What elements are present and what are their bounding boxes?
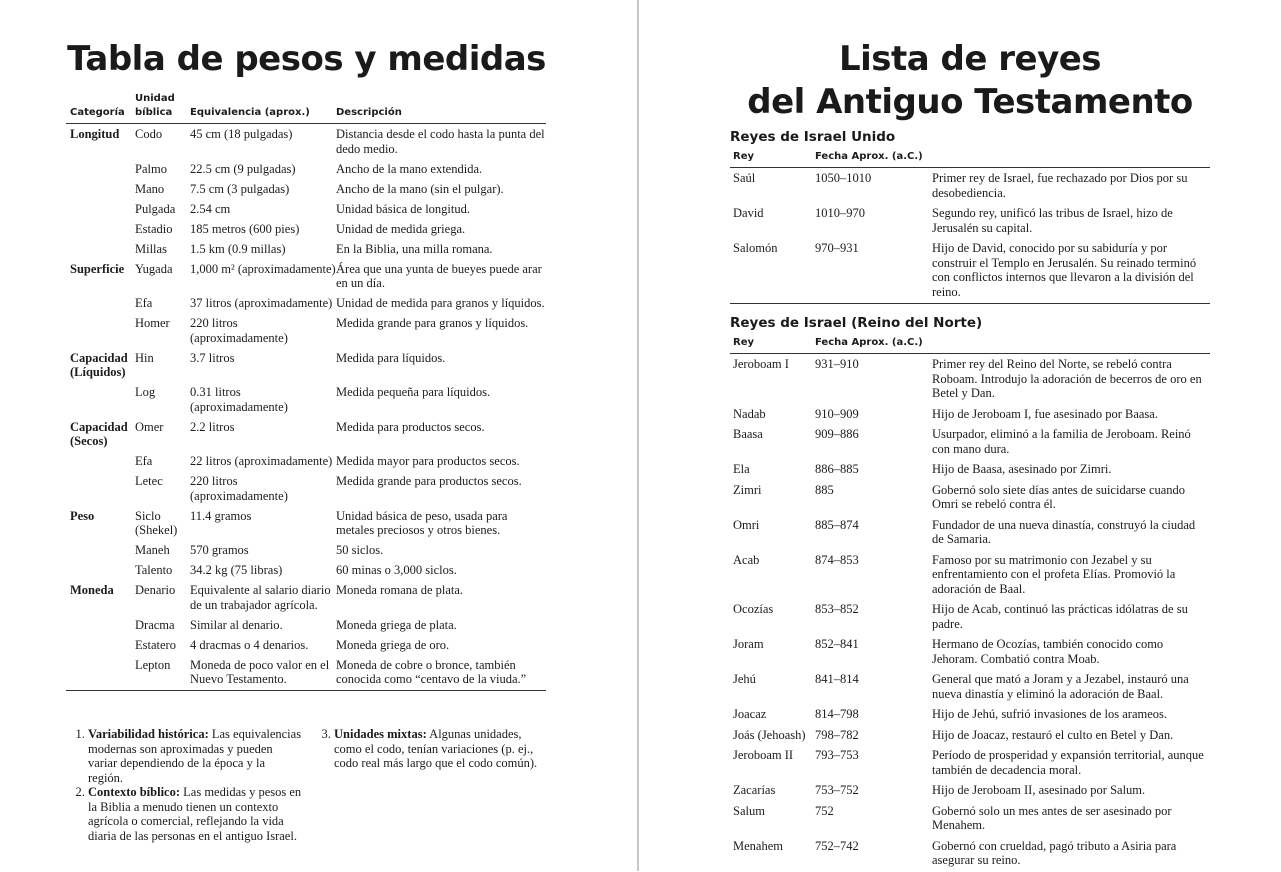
unit-cell: Hin [135,350,154,365]
table-row [66,561,546,581]
description-cell: Gobernó solo un mes antes de ser asesinado por Menahem. [932,803,1172,832]
date-cell: 909–886 [815,427,859,441]
table-row [730,635,1210,670]
unit-cell: Log [135,385,156,399]
description-cell: Medida para líquidos. [336,350,446,365]
unit-cell: Pulgada [135,201,176,216]
unit-cell: Dracma [135,617,175,632]
header-date: Fecha Aprox. (a.C.) [815,337,923,348]
description-cell: Hijo de Joacaz, restauró el culto en Betel y Dan. [932,727,1174,742]
king-cell: Saúl [733,171,756,185]
table-row [730,481,1210,516]
category-cell: Longitud [70,127,120,141]
table-row [730,600,1210,635]
date-cell: 752–742 [815,838,859,853]
north-kings-table [730,336,1210,872]
description-cell: Fundador de una nueva dinastía, construyó la ciudad de Samaria. [932,517,1196,546]
equivalence-cell: 185 metros (600 pies) [190,221,300,236]
table-row [66,200,546,220]
king-cell: Jeroboam II [733,748,794,762]
equivalence-cell: 220 litros (aproximadamente) [190,316,288,345]
equivalence-cell: 2.2 litros [190,419,235,434]
king-cell: David [733,206,764,220]
equivalence-cell: 22.5 cm (9 pulgadas) [190,161,296,176]
table-row [66,240,546,260]
table-row [66,636,546,656]
unit-cell: Estadio [135,221,173,236]
category-cell [66,452,135,472]
table-row [66,314,546,349]
category-cell [66,314,135,349]
king-cell: Joram [733,637,764,651]
category-cell [66,541,135,561]
king-cell: Baasa [733,427,763,441]
description-cell: Unidad de medida griega. [336,221,466,236]
category-cell [66,240,135,260]
equivalence-cell: 1.5 km (0.9 millas) [190,241,286,256]
date-cell: 853–852 [815,602,859,616]
date-cell: 752 [815,803,834,818]
equivalence-cell: Similar al denario. [190,617,283,632]
table-row [730,516,1210,551]
table-row [66,472,546,507]
table-row [730,425,1210,460]
description-cell: Unidad básica de peso, usada para metales preciosos y otros bienes. [336,508,508,537]
description-cell: Hermano de Ocozías, también conocido como Jehoram. Combatió contra Moab. [932,637,1164,666]
description-cell: 60 minas o 3,000 siclos. [336,563,457,577]
table-row [730,837,1210,872]
description-cell: Usurpador, eliminó a la familia de Jeroboam. Reinó con mano dura. [932,427,1191,456]
right-page [640,0,1281,871]
table-row [66,260,546,295]
table-row [730,460,1210,481]
description-cell: Hijo de Jeroboam II, asesinado por Salum. [932,783,1146,797]
unit-cell: Lepton [135,657,171,672]
description-cell: Primer rey de Israel, fue rechazado por Dios por su desobediencia. [932,171,1188,200]
page-title: Tabla de pesos y medidas [67,39,546,79]
unit-cell: Estatero [135,637,176,652]
king-cell: Omri [733,517,760,532]
date-cell: 874–853 [815,552,859,567]
king-cell: Salum [733,803,765,818]
unit-cell: Efa [135,296,153,310]
table-header-row [730,336,1210,354]
category-cell [66,220,135,240]
unit-cell: Codo [135,127,163,141]
king-cell: Zacarías [733,783,776,797]
page-title: Lista de reyes del Antiguo Testamento [747,39,1193,122]
description-cell: Hijo de Jeroboam I, fue asesinado por Baasa. [932,406,1158,421]
weights-measures-table [66,92,546,691]
description-cell: Gobernó con crueldad, pagó tributo a Asiria para asegurar su reino. [932,838,1177,867]
left-page [0,0,637,871]
table-row [66,180,546,200]
unit-cell: Talento [135,563,173,577]
description-cell: Unidad de medida para granos y líquidos. [336,296,545,310]
king-cell: Jeroboam I [733,357,789,371]
description-cell: Famoso por su matrimonio con Jezabel y su enfrentamiento con el profeta Elías. Promovió la adoración de Baal. [932,552,1176,596]
table-row [730,670,1210,705]
header-description: Descripción [336,107,402,118]
unit-cell: Efa [135,454,153,468]
note-item: 2. Contexto bíblico: Las medidas y pesos en la Biblia a menudo tienen un contexto agrícola o comercial, reflejando la vida diaria de las personas en el antiguo Israel. [88,785,303,843]
date-cell: 886–885 [815,462,859,476]
unit-cell: Maneh [135,543,170,557]
description-cell: Moneda romana de plata. [336,583,464,597]
equivalence-cell: 34.2 kg (75 libras) [190,563,283,577]
description-cell: Moneda de cobre o bronce, también conocida como “centavo de la viuda.” [336,657,527,686]
description-cell: Medida grande para productos secos. [336,474,522,488]
unit-cell: Omer [135,419,164,434]
king-cell: Ocozías [733,602,774,616]
table-row [66,616,546,636]
table-row [66,220,546,240]
equivalence-cell: 22 litros (aproximadamente) [190,454,333,468]
date-cell: 885–874 [815,517,859,532]
table-row [730,551,1210,601]
unit-cell: Yugada [135,261,173,276]
table-row [66,349,546,384]
header-date: Fecha Aprox. (a.C.) [815,151,923,162]
table-header-row [730,150,1210,168]
table-row [730,726,1210,747]
equivalence-cell: 220 litros (aproximadamente) [190,474,288,503]
unit-cell: Letec [135,474,163,488]
description-cell: General que mató a Joram y a Jezabel, instauró una nueva dinastía y eliminó la adoración de Baal. [932,672,1189,701]
united-kings-table [730,150,1210,304]
table-row [730,239,1210,304]
table-row [66,656,546,691]
table-row [66,581,546,616]
table-row [730,168,1210,205]
category-cell [66,561,135,581]
header-equivalence: Equivalencia (aprox.) [190,107,310,118]
equivalence-cell: 4 dracmas o 4 denarios. [190,637,309,652]
page-divider [637,0,639,871]
description-cell: Unidad básica de longitud. [336,201,470,216]
equivalence-cell: 570 gramos [190,543,249,557]
king-cell: Jehú [733,672,756,686]
date-cell: 798–782 [815,727,859,742]
equivalence-cell: 45 cm (18 pulgadas) [190,127,293,141]
notes-list-right [334,727,549,771]
category-cell: Capacidad (Líquidos) [70,350,128,379]
date-cell: 885 [815,482,834,497]
king-cell: Joacaz [733,707,767,721]
date-cell: 814–798 [815,707,859,721]
king-cell: Nadab [733,406,766,421]
unit-cell: Mano [135,181,165,196]
description-cell: Área que una yunta de bueyes puede arar en un día. [336,261,542,290]
equivalence-cell: 2.54 cm [190,201,231,216]
category-cell: Peso [70,508,95,523]
date-cell: 753–752 [815,783,859,797]
table-row [730,781,1210,802]
table-row [730,802,1210,837]
table-row [66,160,546,180]
table-header-row [66,92,546,124]
notes-list-left [88,727,303,843]
description-cell: Distancia desde el codo hasta la punta del dedo medio. [336,127,545,156]
date-cell: 852–841 [815,637,859,651]
category-cell [66,294,135,314]
equivalence-cell: 3.7 litros [190,350,235,365]
description-cell: Medida pequeña para líquidos. [336,385,491,399]
date-cell: 793–753 [815,748,859,762]
table-row [66,541,546,561]
unit-cell: Denario [135,583,176,597]
table-row [730,204,1210,239]
date-cell: 1010–970 [815,206,865,220]
king-cell: Menahem [733,838,783,853]
description-cell: En la Biblia, una milla romana. [336,241,493,256]
description-cell: Hijo de David, conocido por su sabiduría y por construir el Templo en Jerusalén. Su reinado terminó con conflictos internos que llevaron a la división del reino. [932,241,1197,299]
category-cell [66,656,135,691]
equivalence-cell: Equivalente al salario diario de un trabajador agrícola. [190,583,331,612]
category-cell [66,180,135,200]
table-row [66,294,546,314]
equivalence-cell: 0.31 litros (aproximadamente) [190,385,288,414]
table-row [730,354,1210,405]
description-cell: Ancho de la mano (sin el pulgar). [336,181,504,196]
description-cell: Hijo de Baasa, asesinado por Zimri. [932,462,1112,476]
date-cell: 910–909 [815,406,859,421]
description-cell: Moneda griega de oro. [336,637,450,652]
table-row [730,705,1210,726]
unit-cell: Siclo (Shekel) [135,508,178,537]
table-row [66,452,546,472]
table-row [66,124,546,160]
unit-cell: Palmo [135,161,167,176]
description-cell: Medida grande para granos y líquidos. [336,316,529,330]
note-item: 1. Variabilidad histórica: Las equivalencias modernas son aproximadas y pueden variar dependiendo de la época y la región. [88,727,303,785]
date-cell: 931–910 [815,357,859,371]
category-cell [66,160,135,180]
king-cell: Zimri [733,482,762,497]
header-unit: Unidad bíblica [135,93,175,118]
category-cell: Moneda [70,583,114,597]
category-cell [66,636,135,656]
date-cell: 841–814 [815,672,859,686]
king-cell: Salomón [733,241,778,255]
equivalence-cell: 1,000 m² (aproximadamente) [190,261,336,276]
table-row [730,746,1210,781]
category-cell [66,616,135,636]
king-cell: Joás (Jehoash) [733,727,806,742]
description-cell: Moneda griega de plata. [336,617,457,632]
category-cell [66,472,135,507]
section-title-united: Reyes de Israel Unido [730,129,896,145]
equivalence-cell: 37 litros (aproximadamente) [190,296,333,310]
king-cell: Ela [733,462,750,476]
equivalence-cell: 11.4 gramos [190,508,252,523]
section-title-north: Reyes de Israel (Reino del Norte) [730,315,983,331]
description-cell: Segundo rey, unificó las tribus de Israel, hizo de Jerusalén su capital. [932,206,1173,235]
note-item: 3. Unidades mixtas: Algunas unidades, como el codo, tenían variaciones (p. ej., codo real más largo que el codo común). [334,727,549,771]
description-cell: Medida para productos secos. [336,419,485,434]
category-cell: Capacidad (Secos) [70,419,128,448]
unit-cell: Homer [135,316,170,330]
description-cell: Período de prosperidad y expansión territorial, aunque también de decadencia moral. [932,748,1204,777]
equivalence-cell: Moneda de poco valor en el Nuevo Testamento. [190,657,330,686]
unit-cell: Millas [135,241,167,256]
date-cell: 1050–1010 [815,171,872,185]
table-row [66,418,546,453]
table-row [66,383,546,418]
category-cell [66,383,135,418]
king-cell: Acab [733,552,760,567]
date-cell: 970–931 [815,241,859,255]
description-cell: Hijo de Acab, continuó las prácticas idólatras de su padre. [932,602,1188,631]
description-cell: Medida mayor para productos secos. [336,454,520,468]
table-row [730,405,1210,426]
header-king: Rey [733,151,755,162]
description-cell: 50 siclos. [336,543,384,557]
category-cell: Superficie [70,261,125,276]
header-category: Categoría [70,107,125,118]
table-row [66,507,546,542]
category-cell [66,200,135,220]
equivalence-cell: 7.5 cm (3 pulgadas) [190,181,290,196]
header-king: Rey [733,337,755,348]
description-cell: Hijo de Jehú, sufrió invasiones de los arameos. [932,707,1168,721]
description-cell: Ancho de la mano extendida. [336,161,483,176]
description-cell: Gobernó solo siete días antes de suicidarse cuando Omri se rebeló contra él. [932,482,1186,511]
description-cell: Primer rey del Reino del Norte, se rebeló contra Roboam. Introdujo la adoración de becerros de oro en Betel y Dan. [932,357,1202,400]
